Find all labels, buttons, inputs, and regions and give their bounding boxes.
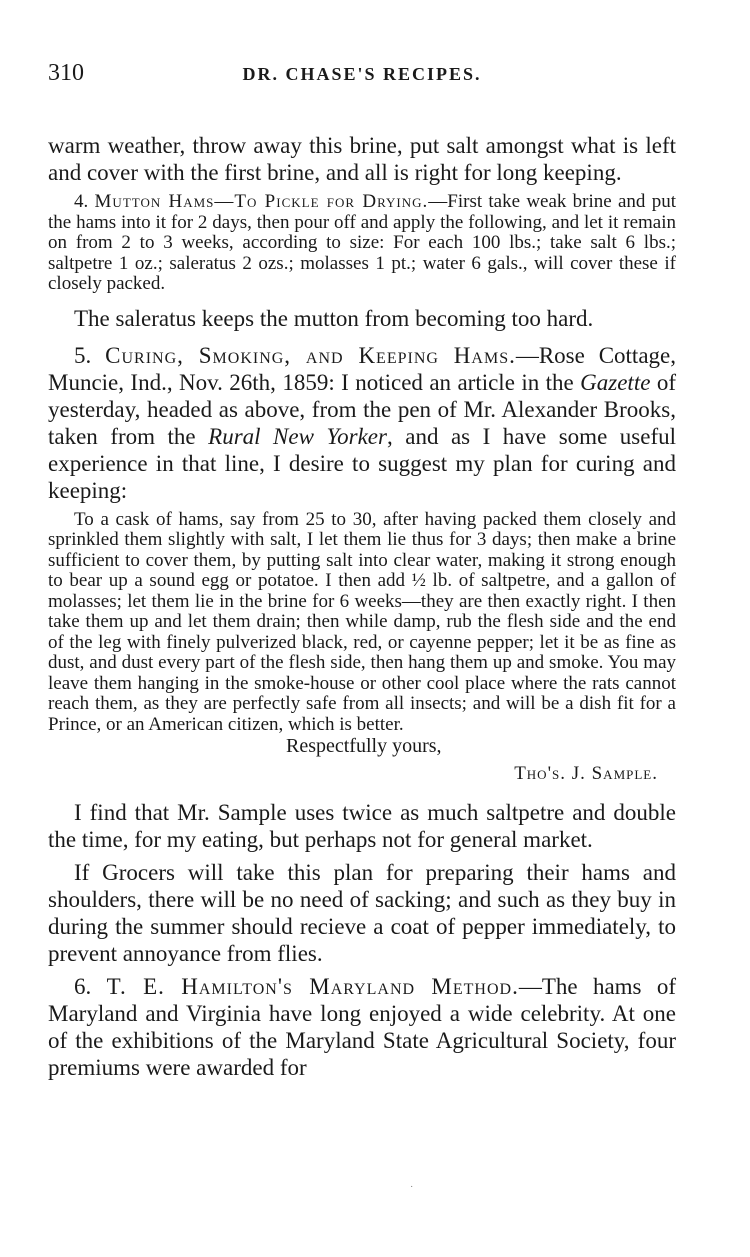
letter-paragraph: To a cask of hams, say from 25 to 30, after having packed them closely and sprinkled them slightly with salt, I let them lie thus for 3 days; then make a brine sufficient to cover them, by putting salt into clear water, making it strong enough to bear up a sound egg or potatoe. I then add ½ lb. of saltpetre, and a gallon of molasses; let them lie in the brine for 6 weeks—they are then exactly right. I then take them up and let them drain; then while damp, rub the flesh side and the end of the leg with finely pulverized black, red, or cayenne pepper; let it be as fine as dust, and dust every part of the flesh side, then hang them up and smoke. You may leave them hanging in the smoke-house or other cool place where the rats cannot reach them, as they are perfectly safe from all insects; and will be a dish fit for a Prince, or an American citizen, which is better. [48,508,676,735]
recipe-text: , and as I have some useful experience in that line, I desire to suggest my plan for curing and keeping: [48,423,676,503]
recipe-title: Mutton Hams—To Pickle for Drying. [94,191,429,212]
recipe-text: —First take weak brine and put the hams into it for 2 days, then pour off and apply the following, and let it remain on from 2 to 3 weeks, according to size: For each 100 lbs.; take salt 6 lbs.; saltpetre 1 oz.; saleratus 2 ozs.; molasses 1 pt.; water 6 gals., will cover these if closely packed. [48,191,676,294]
page-header [48,60,676,100]
book-page [48,60,676,1081]
gazette-title: Gazette [580,369,651,395]
recipe-number: 4. [74,191,89,212]
recipe-number: 6. [74,974,92,999]
running-head: DR. CHASE'S RECIPES. [242,64,482,84]
rural-new-yorker-title: Rural New Yorker [208,423,387,449]
paragraph-continuation: warm weather, throw away this brine, put salt amongst what is left and cover with the first brine, and all is right for long keeping. [48,133,676,185]
letter-signature: Tho's. J. Sample. [514,763,658,784]
recipe-number: 5. [74,342,92,368]
recipe-text: —The hams of Maryland and Virginia have long enjoyed a wide celebrity. At one of the exhibitions of the Maryland State Agricultural Society, four premiums were awarded for [48,974,677,1080]
recipe-5-paragraph [48,342,676,504]
recipe-text: —Rose Cottage, Muncie, Ind., Nov. 26th, 1859: I noticed an article in the [48,342,676,395]
letter-signoff: Respectfully yours, [286,735,442,757]
page-number: 310 [48,60,84,86]
recipe-text: of yesterday, headed as above, from the pen of Mr. Alexander Brooks, taken from the [48,369,676,449]
recipe-title: T. E. Hamilton's Maryland Method. [106,974,519,999]
recipe-6-paragraph [48,973,676,1081]
recipe-title: Curing, Smoking, and Keeping Hams. [105,342,516,368]
recipe-4-paragraph [48,192,676,295]
paragraph-saleratus: The saleratus keeps the mutton from becoming too hard. [74,305,594,331]
paragraph-grocers: If Grocers will take this plan for preparing their hams and shoulders, there will be no need of sacking; and such as they buy in during the summer should recieve a coat of pepper immediately, to prevent annoyance from flies. [48,860,676,966]
paragraph-comment: I find that Mr. Sample uses twice as much saltpetre and double the time, for my eating, but perhaps not for general market. [48,800,676,852]
print-speck: ˙ [410,1185,414,1196]
